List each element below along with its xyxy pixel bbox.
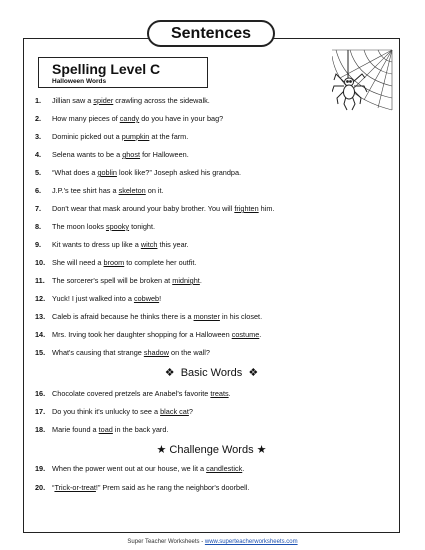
footer [0, 539, 425, 545]
spelling-word: frighten [234, 204, 259, 213]
diamond-icon: ❖ [164, 367, 175, 379]
star-icon: ★ [156, 444, 167, 456]
spelling-word: candy [119, 114, 140, 123]
spelling-word: pumpkin [121, 132, 150, 141]
sentence-item: 7. Don't wear that mask around your baby brother. You will frighten him. [35, 204, 275, 213]
sentence-item: 5. “What does a goblin look like?” Joseph asked his grandpa. [35, 168, 242, 177]
footer-text: Super Teacher Worksheets - [127, 539, 205, 545]
sentence-item: 15. What's causing that strange shadow on the wall? [35, 348, 210, 357]
spelling-word: skeleton [118, 186, 146, 195]
sentence-item: 16. Chocolate covered pretzels are Anabel's favorite treats. [35, 389, 231, 398]
sentence-item: 10. She will need a broom to complete her outfit. [35, 258, 197, 267]
spelling-word: broom [103, 258, 125, 267]
sentence-item: 9. Kit wants to dress up like a witch this year. [35, 240, 189, 249]
basic-words-heading: ❖ Basic Words ❖ [164, 367, 259, 379]
page-title: Sentences [147, 20, 275, 47]
sentence-item: 4. Selena wants to be a ghost for Halloween. [35, 150, 189, 159]
challenge-words-heading: ★ Challenge Words ★ [156, 444, 267, 456]
spelling-word: Trick-or-treat [54, 483, 96, 492]
footer-link[interactable]: www.superteacherworksheets.com [204, 539, 298, 545]
spelling-word: witch [140, 240, 158, 249]
spelling-word: shadow [143, 348, 169, 357]
spelling-word: cobweb [133, 294, 160, 303]
spelling-word: spooky [105, 222, 130, 231]
spelling-word: costume [231, 330, 260, 339]
spelling-word: toad [98, 425, 113, 434]
spelling-word: candlestick [206, 464, 243, 473]
sentence-item: 14. Mrs. Irving took her daughter shopping for a Halloween costume. [35, 330, 262, 339]
spelling-word: ghost [122, 150, 141, 159]
spelling-word: black cat [160, 407, 189, 416]
sentence-item: 13. Caleb is afraid because he thinks there is a monster in his closet. [35, 312, 263, 321]
spelling-word: treats [210, 389, 229, 398]
sentence-item: 17. Do you think it's unlucky to see a black cat? [35, 407, 193, 416]
spider-web-icon [332, 48, 394, 118]
sentence-item: 3. Dominic picked out a pumpkin at the farm. [35, 132, 189, 141]
sentence-item: 12. Yuck! I just walked into a cobweb! [35, 294, 162, 303]
spelling-word: midnight [172, 276, 200, 285]
spelling-word: goblin [97, 168, 117, 177]
sentence-item: 18. Marie found a toad in the back yard. [35, 425, 169, 434]
star-icon: ★ [256, 444, 267, 456]
diamond-icon: ❖ [248, 367, 259, 379]
sentence-item: 6. J.P.'s tee shirt has a skeleton on it. [35, 186, 164, 195]
sentence-item: 8. The moon looks spooky tonight. [35, 222, 156, 231]
heading-subtitle: Halloween Words [52, 78, 107, 85]
sentence-item: 2. How many pieces of candy do you have in your bag? [35, 114, 224, 123]
heading-box [38, 57, 208, 88]
sentence-item: 11. The sorcerer's spell will be broken at midnight. [35, 276, 202, 285]
spelling-word: monster [193, 312, 220, 321]
sentence-item: 19. When the power went out at our house, we lit a candlestick. [35, 464, 245, 473]
heading-title: Spelling Level C [52, 61, 161, 77]
sentence-item: 20. “Trick-or-treat!” Prem said as he rang the neighbor's doorbell. [35, 483, 250, 492]
sentence-item: 1. Jillian saw a spider crawling across the sidewalk. [35, 96, 210, 105]
spelling-word: spider [93, 96, 114, 105]
